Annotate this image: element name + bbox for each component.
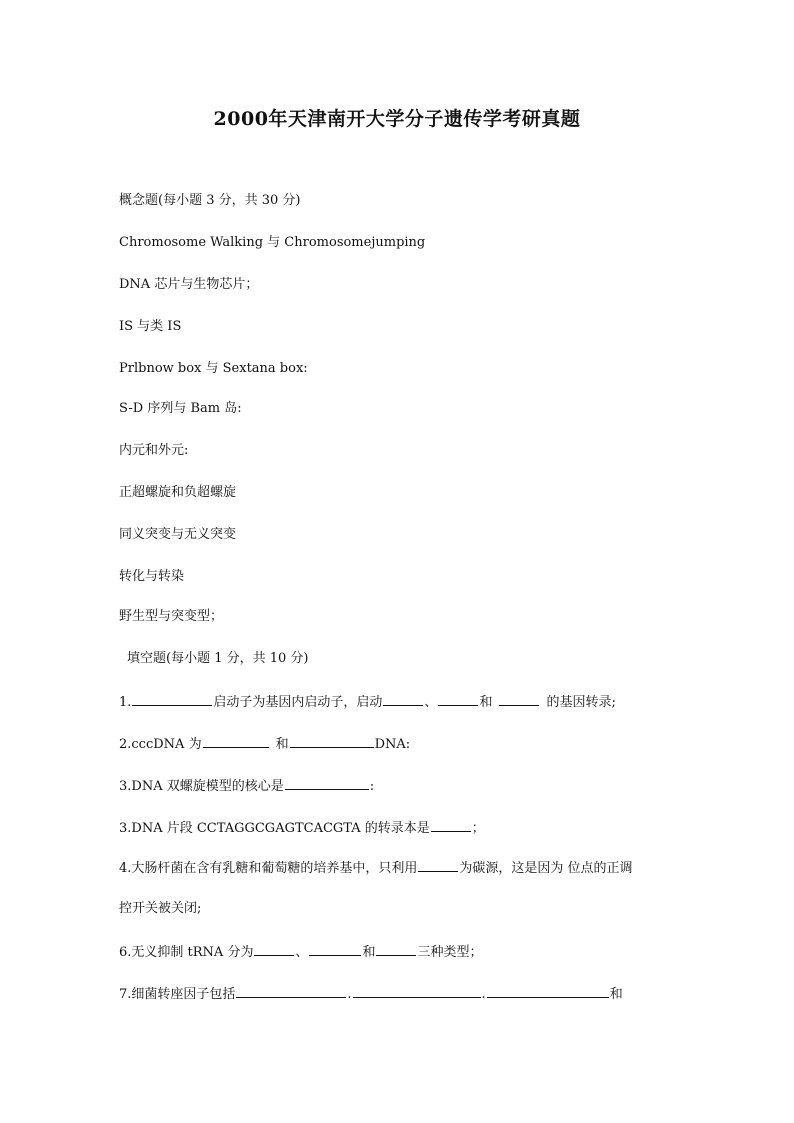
section-heading-concepts: 概念题(每小题 3 分，共 30 分) [119,193,301,208]
answer-blank [383,692,423,706]
question-4 [119,858,719,878]
answer-blank [431,818,471,832]
concept-item-9: 转化与转染 [119,569,185,584]
concept-item-10: 野生型与突变型； [119,609,224,624]
concept-item-1: Chromosome Walking 与 Chromosomejumping [119,235,426,250]
question-6-separator: 、 [295,945,309,960]
question-1-separator: 、 [424,695,438,710]
page-title: 2000年天津南开大学分子遗传学考研真题 [213,108,581,130]
question-3-text: 3.DNA 双螺旋模型的核心是 [119,779,284,794]
answer-blank [438,692,478,706]
question-7-text: 7.细菌转座因子包括 [119,987,236,1002]
question-4-continuation: 控开关被关闭; [119,901,202,916]
question-7-sep-1: . [347,987,352,1002]
question-3 [119,776,719,796]
question-2 [119,734,719,754]
question-6-tail: 三种类型； [417,945,483,960]
answer-blank [236,984,346,998]
answer-blank [353,984,481,998]
answer-blank [376,942,416,956]
question-1 [119,692,719,712]
question-7-and: 和 [609,987,623,1002]
answer-blank [499,692,539,706]
question-7 [119,984,719,1004]
question-2-tail: DNA: [374,737,411,752]
question-1-tail: 的基因转录; [546,695,616,710]
concept-item-4: Prlbnow box 与 Sextana box: [119,361,308,376]
question-4-text-cont: 为碳源，这是因为 位点的正调 [459,861,633,876]
answer-blank [487,984,609,998]
question-1-number: 1. [119,695,132,710]
concept-item-7: 正超螺旋和负超螺旋 [119,485,237,500]
answer-blank [290,734,374,748]
question-2-text: 2.cccDNA 为 [119,737,202,752]
answer-blank [254,942,294,956]
question-3b [119,818,719,838]
question-6 [119,942,719,962]
question-4-text: 4.大肠杆菌在含有乳糖和葡萄糖的培养基中，只利用 [119,861,418,876]
concept-item-2: DNA 芯片与生物芯片； [119,277,259,292]
concept-item-6: 内元和外元: [119,443,189,458]
concept-item-3: IS 与类 IS [119,319,182,334]
answer-blank [285,776,369,790]
section-heading-fill-blank: 填空题(每小题 1 分，共 10 分) [127,651,309,666]
question-3b-text: 3.DNA 片段 CCTAGGCGAGTCACGTA 的转录本是 [119,821,430,836]
question-6-text: 6.无义抑制 tRNA 分为 [119,945,254,960]
answer-blank [203,734,269,748]
concept-item-5: S-D 序列与 Bam 岛: [119,401,242,416]
question-6-and: 和 [362,945,376,960]
question-1-and: 和 [479,695,493,710]
question-2-and: 和 [275,737,289,752]
question-1-text: 启动子为基因内启动子，启动 [213,695,383,710]
answer-blank [132,692,212,706]
concept-item-8: 同义突变与无义突变 [119,527,237,542]
question-3b-tail: ； [471,821,485,836]
answer-blank [309,942,361,956]
question-7-sep-2: . [481,987,486,1002]
answer-blank [418,858,458,872]
question-3-tail: : [369,779,375,794]
